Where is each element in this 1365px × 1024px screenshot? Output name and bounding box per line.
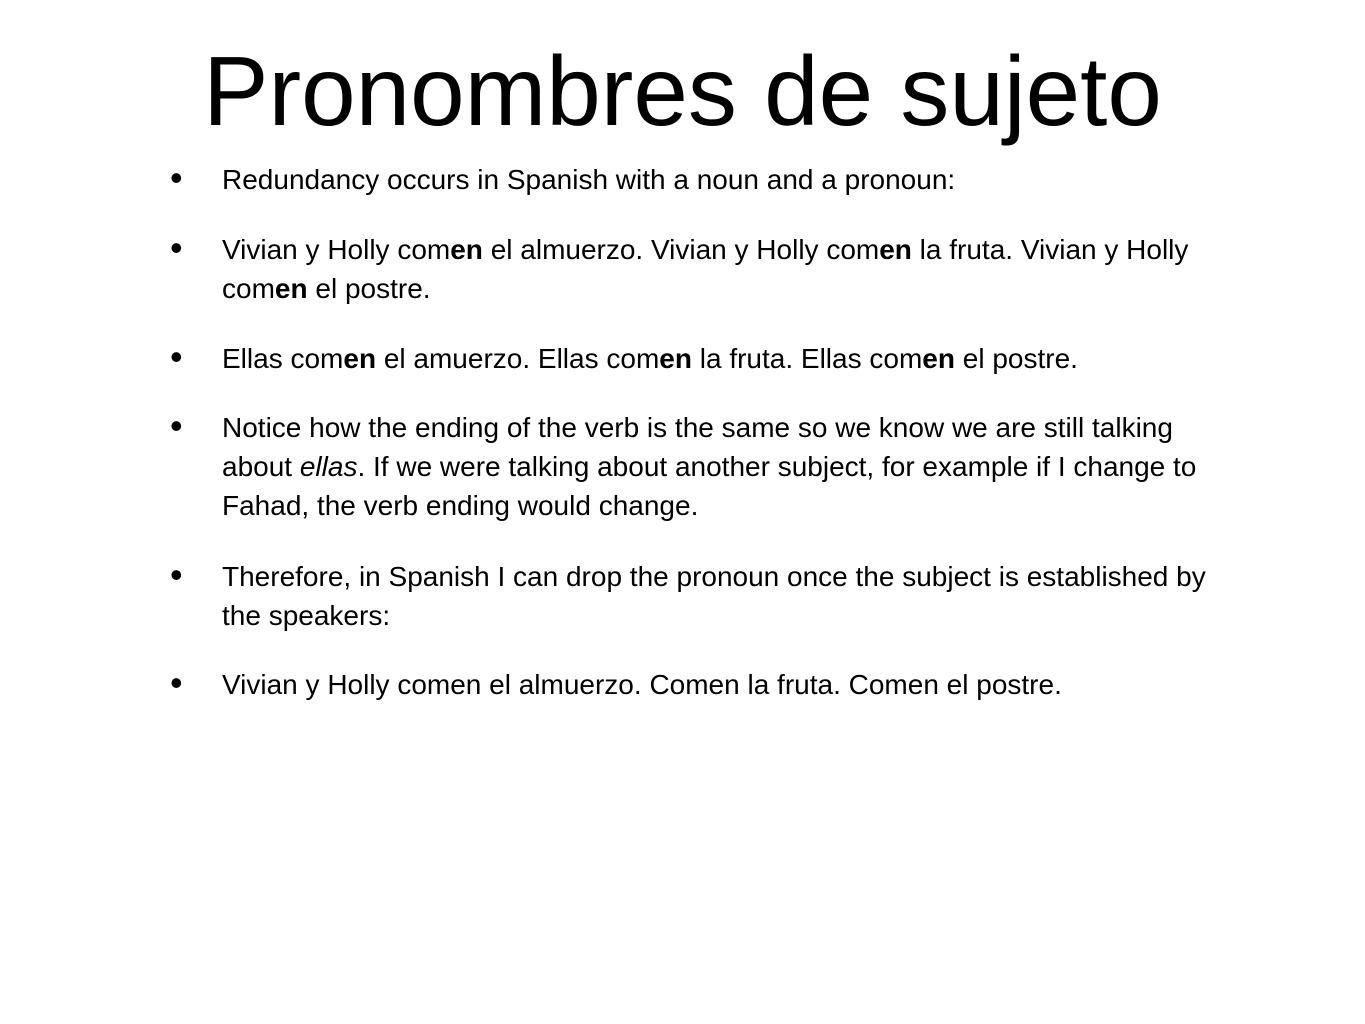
bullet-icon: • [170, 554, 183, 595]
bullet-text: Redundancy occurs in Spanish with a noun and a pronoun: [222, 164, 956, 195]
bullet-icon: • [170, 336, 183, 377]
slide-title: Pronombres de sujeto [203, 36, 1162, 146]
bullet-item [170, 662, 1232, 704]
bullet-icon: • [170, 405, 183, 446]
bullet-icon: • [170, 157, 183, 198]
bullet-item [170, 554, 1232, 635]
bullet-text: Ellas comen el amuerzo. Ellas comen la fruta. Ellas comen el postre. [222, 343, 1078, 374]
bullet-item [170, 227, 1232, 308]
bullet-icon: • [170, 662, 183, 703]
bullet-text: Vivian y Holly comen el almuerzo. Vivian y Holly comen la fruta. Vivian y Holly comen el postre. [222, 234, 1189, 304]
bullet-text: Notice how the ending of the verb is the same so we know we are still talking about ellas. If we were talking about another subject, for example if I change to Fahad, the verb ending would change. [222, 412, 1197, 521]
bullet-item [170, 405, 1232, 525]
bullet-icon: • [170, 227, 183, 268]
bullet-item [170, 336, 1232, 378]
bullet-text: Vivian y Holly comen el almuerzo. Comen la fruta. Comen el postre. [222, 669, 1062, 700]
bullet-text: Therefore, in Spanish I can drop the pronoun once the subject is established by the speakers: [222, 561, 1206, 631]
bullet-item [170, 157, 1232, 199]
